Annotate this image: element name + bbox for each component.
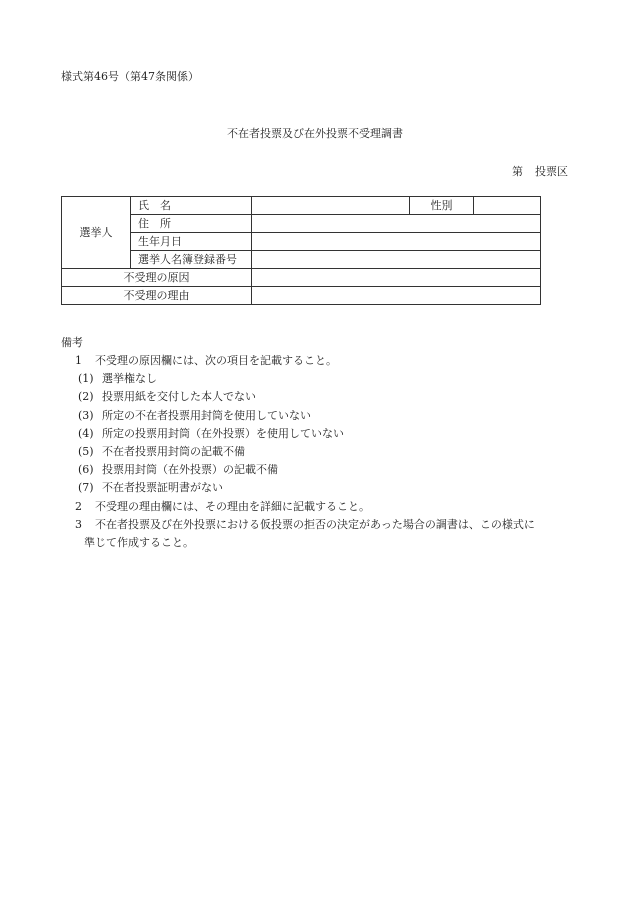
voter-record-table <box>61 196 541 305</box>
subitem-text: 投票用紙を交付した本人でない <box>102 390 256 404</box>
gender-value-cell[interactable] <box>474 197 541 215</box>
polling-district <box>512 163 568 179</box>
gender-label-cell <box>410 197 474 215</box>
subitem-5 <box>61 443 581 461</box>
registration-value-cell[interactable] <box>252 251 541 269</box>
remarks-section <box>61 334 581 552</box>
subitem-6 <box>61 461 581 479</box>
note-3 <box>61 516 581 534</box>
note-3-continuation: 準じて作成すること。 <box>84 536 194 550</box>
voter-label: 選挙人 <box>79 226 113 239</box>
address-label: 住 所 <box>138 217 171 230</box>
district-prefix: 第 <box>512 165 523 178</box>
note-number: 3 <box>75 517 82 531</box>
subitem-text: 所定の投票用封筒（在外投票）を使用していない <box>102 426 344 440</box>
gender-label: 性別 <box>430 199 453 212</box>
name-label-cell <box>131 197 252 215</box>
name-value-cell[interactable] <box>252 197 410 215</box>
reason-label-cell <box>62 287 252 305</box>
subitem-2 <box>61 388 581 406</box>
subitem-1 <box>61 370 581 388</box>
subitem-number: (3) <box>78 408 94 422</box>
subitem-3 <box>61 407 581 425</box>
voter-label-cell <box>62 197 131 269</box>
note-number: 1 <box>75 354 82 367</box>
subitem-text: 不在者投票証明書がない <box>102 481 223 495</box>
name-label: 氏 名 <box>138 199 171 212</box>
cause-label: 不受理の原因 <box>123 271 190 284</box>
note-number: 2 <box>75 499 82 513</box>
subitem-4 <box>61 425 581 443</box>
subitem-number: (4) <box>78 426 94 440</box>
subitem-text: 所定の不在者投票用封筒を使用していない <box>102 408 311 422</box>
reason-value-cell[interactable] <box>252 287 541 305</box>
registration-label: 選挙人名簿登録番号 <box>138 253 237 266</box>
birthdate-label: 生年月日 <box>138 235 182 248</box>
subitem-text: 選挙権なし <box>102 372 157 386</box>
address-label-cell <box>131 215 252 233</box>
document-title: 不在者投票及び在外投票不受理調書 <box>227 127 403 140</box>
cause-value-cell[interactable] <box>252 269 541 287</box>
subitem-number: (1) <box>78 372 94 386</box>
birthdate-label-cell <box>131 233 252 251</box>
note-2 <box>61 498 581 516</box>
district-suffix: 投票区 <box>535 165 568 178</box>
subitem-7 <box>61 479 581 497</box>
subitem-number: (2) <box>78 390 94 404</box>
note-text: 不受理の理由欄には、その理由を詳細に記載すること。 <box>95 499 370 513</box>
remarks-heading: 備考 <box>61 336 83 349</box>
subitem-number: (5) <box>78 445 94 459</box>
note-text: 不在者投票及び在外投票における仮投票の拒否の決定があった場合の調書は、この様式に <box>95 517 535 531</box>
form-number: 様式第46号（第47条関係） <box>61 70 199 83</box>
registration-label-cell <box>131 251 252 269</box>
birthdate-value-cell[interactable] <box>252 233 541 251</box>
subitem-number: (7) <box>78 481 94 495</box>
subitem-text: 不在者投票用封筒の記載不備 <box>102 445 245 459</box>
subitem-number: (6) <box>78 463 94 477</box>
address-value-cell[interactable] <box>252 215 541 233</box>
subitem-text: 投票用封筒（在外投票）の記載不備 <box>102 463 278 477</box>
note-1 <box>61 352 581 370</box>
note-text: 不受理の原因欄には、次の項目を記載すること。 <box>95 354 337 367</box>
cause-label-cell <box>62 269 252 287</box>
reason-label: 不受理の理由 <box>123 289 190 302</box>
